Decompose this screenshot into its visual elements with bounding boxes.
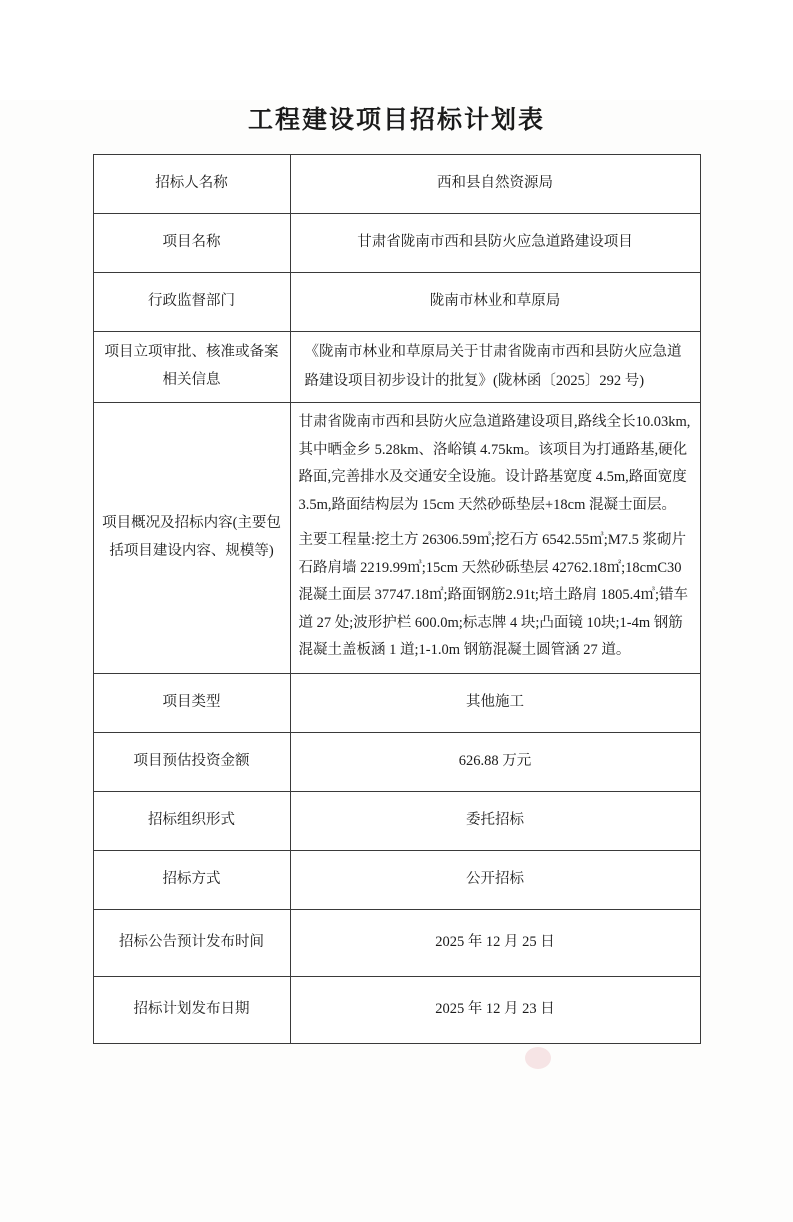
table-row bbox=[93, 673, 700, 732]
row-value-bidding-method: 公开招标 bbox=[290, 850, 700, 909]
table-row bbox=[93, 732, 700, 791]
row-label-approval-info: 项目立项审批、核准或备案相关信息 bbox=[93, 332, 290, 403]
approval-info-line-1: 《陇南市林业和草原局关于甘肃省陇南市西和县防火应急道 bbox=[304, 344, 682, 360]
row-label-announcement-date: 招标公告预计发布时间 bbox=[93, 909, 290, 976]
row-value-bidder-name: 西和县自然资源局 bbox=[290, 155, 700, 214]
bidding-plan-table bbox=[93, 154, 701, 1044]
row-label-bidding-method: 招标方式 bbox=[93, 850, 290, 909]
row-value-approval-info bbox=[290, 332, 700, 403]
row-value-project-type: 其他施工 bbox=[290, 673, 700, 732]
row-value-supervision-dept: 陇南市林业和草原局 bbox=[290, 273, 700, 332]
approval-info-line-2: 路建设项目初步设计的批复》(陇林函〔2025〕292 号) bbox=[304, 373, 645, 389]
row-label-plan-publish-date: 招标计划发布日期 bbox=[93, 976, 290, 1043]
row-label-bidder-name: 招标人名称 bbox=[93, 155, 290, 214]
table-row bbox=[93, 155, 700, 214]
stamp-mark bbox=[525, 1047, 551, 1069]
table-row bbox=[93, 214, 700, 273]
table-row bbox=[93, 791, 700, 850]
row-label-supervision-dept: 行政监督部门 bbox=[93, 273, 290, 332]
table-row bbox=[93, 850, 700, 909]
document-page bbox=[0, 100, 793, 1222]
row-label-project-type: 项目类型 bbox=[93, 673, 290, 732]
overview-paragraph-1: 甘肃省陇南市西和县防火应急道路建设项目,路线全长10.03km,其中晒金乡 5.28km、洛峪镇 4.75km。该项目为打通路基,硬化路面,完善排水及交通安全设施。设计路基宽度 4.5m,路面宽度 3.5m,路面结构层为 15cm 天然砂砾垫层+18cm 混凝士面层。 bbox=[298, 414, 691, 513]
row-value-project-overview bbox=[290, 403, 700, 674]
row-label-project-name: 项目名称 bbox=[93, 214, 290, 273]
table-row bbox=[93, 273, 700, 332]
table-row bbox=[93, 976, 700, 1043]
overview-paragraph-2: 主要工程量:挖土方 26306.59㎥;挖石方 6542.55㎥;M7.5 浆砌片石路肩墙 2219.99㎥;15cm 天然砂砾垫层 42762.18㎡;18cmC30混凝土面层 37747.18㎡;路面钢筋2.91t;培土路肩 1805.4㎥;错车道 27 处;波形护栏 600.0m;标志牌 4 块;凸面镜 10块;1-4m 钢筋混凝土盖板涵 1 道;1-1.0m 钢筋混凝土圆管涵 27 道。 bbox=[298, 532, 688, 659]
row-value-project-name: 甘肃省陇南市西和县防火应急道路建设项目 bbox=[290, 214, 700, 273]
row-value-announcement-date: 2025 年 12 月 25 日 bbox=[290, 909, 700, 976]
row-value-organization-form: 委托招标 bbox=[290, 791, 700, 850]
table-row bbox=[93, 403, 700, 674]
row-value-estimated-investment: 626.88 万元 bbox=[290, 732, 700, 791]
table-row bbox=[93, 909, 700, 976]
row-value-plan-publish-date: 2025 年 12 月 23 日 bbox=[290, 976, 700, 1043]
row-label-organization-form: 招标组织形式 bbox=[93, 791, 290, 850]
table-row bbox=[93, 332, 700, 403]
row-label-estimated-investment: 项目预估投资金额 bbox=[93, 732, 290, 791]
row-label-project-overview: 项目概况及招标内容(主要包括项目建设内容、规模等) bbox=[93, 403, 290, 674]
page-title: 工程建设项目招标计划表 bbox=[247, 107, 545, 134]
